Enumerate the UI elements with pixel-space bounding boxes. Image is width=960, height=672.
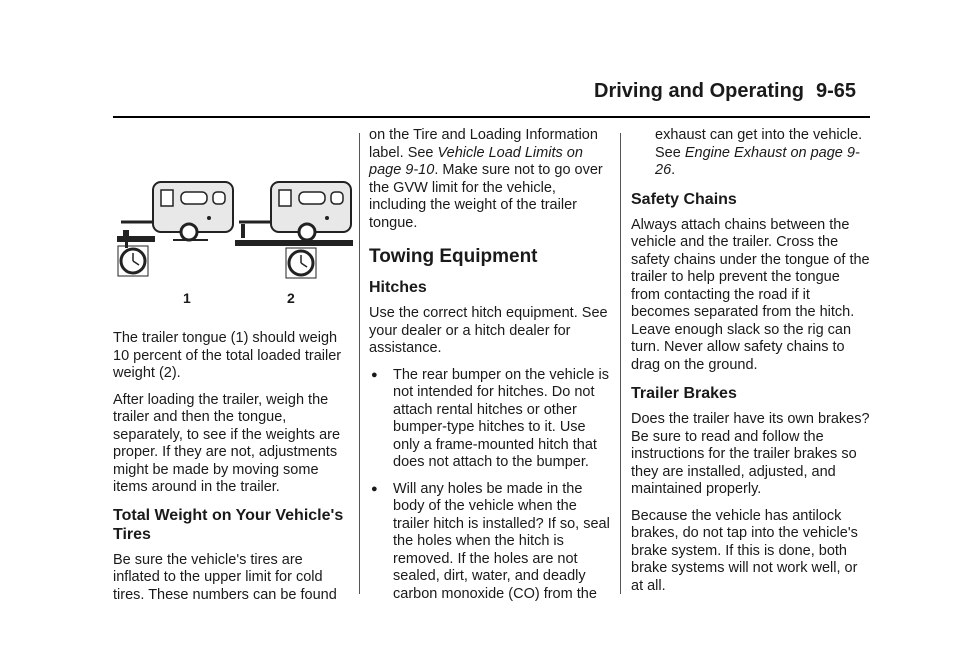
heading-towing-equipment: Towing Equipment [369,246,538,267]
bullet-icon: ● [371,368,378,381]
page-header [0,80,960,110]
paragraph [369,127,613,232]
trailer-illustration [113,170,353,310]
text: . [671,162,676,178]
column-2 [369,127,613,612]
cross-reference-link[interactable]: Vehicle Load Limits on page 9-10 [369,144,583,178]
paragraph: Always attach chains between the vehicle and the trailer. Cross the safety chains under the tongue of the trailer to help prevent the tongue from contacting the road if it becomes separated from the hitch. Leave enough slack so the rig can turn. Never allow safety chains to drag on the ground. [631,216,870,373]
section-title: Driving and Operating [594,80,805,102]
page-number: 9-65 [816,80,857,102]
paragraph [631,127,871,180]
trailer-weighing-figure [113,170,353,310]
heading-hitches: Hitches [369,279,427,296]
cross-reference-link[interactable]: Engine Exhaust on page 9-26 [655,144,860,178]
paragraph: The trailer tongue (1) should weigh 10 percent of the total loaded trailer weight (2). [113,330,342,381]
column-3 [631,127,871,604]
paragraph: Because the vehicle has antilock brakes, do not tap into the vehicle's brake system. If this is done, both brake systems will not work well, or at all. [631,507,858,594]
text: exhaust can get into the vehicle. See [655,127,863,161]
heading-trailer-brakes: Trailer Brakes [631,385,737,402]
column-divider [359,133,360,594]
text: . Make sure not to go over the GVW limit for the vehicle, including the weight of the trailer tongue. [369,162,603,231]
paragraph: Use the correct hitch equipment. See your dealer or a hitch dealer for assistance. [369,305,608,356]
list-item [369,481,613,604]
figure-label-2: 2 [287,290,295,306]
heading-total-weight: Total Weight on Your Vehicle's Tires [113,506,344,543]
bullet-icon: ● [371,482,378,495]
paragraph: Be sure the vehicle's tires are inflated to the upper limit for cold tires. These numbers can be found [113,551,337,603]
figure-label-1: 1 [183,290,191,306]
column-divider [620,133,621,594]
list-item-text: Will any holes be made in the body of the vehicle when the trailer hitch is installed? If so, seal the holes when the hitch is removed. If the holes are not sealed, dirt, water, and deadly carbon monoxide (CO) from the [393,480,610,602]
paragraph: Does the trailer have its own brakes? Be sure to read and follow the instructions for the trailer brakes so they are installed, adjusted, and maintained properly. [631,411,870,497]
trailer-2-drawing [235,182,353,278]
text: on the Tire and Loading Information label. See [369,127,598,161]
trailer-1-drawing [117,182,233,276]
list-item [369,367,613,472]
column-1 [113,330,349,613]
heading-safety-chains: Safety Chains [631,190,737,208]
header-rule [113,116,870,118]
list-item-text: The rear bumper on the vehicle is not intended for hitches. Do not attach rental hitches or other bumper-type hitches to it. Use only a frame-mounted hitch that does not attach to the bumper. [393,366,609,470]
paragraph: After loading the trailer, weigh the trailer and then the tongue, separately, to see if the weights are proper. If they are not, adjustments might be made by moving some items around in the trailer. [113,391,341,495]
